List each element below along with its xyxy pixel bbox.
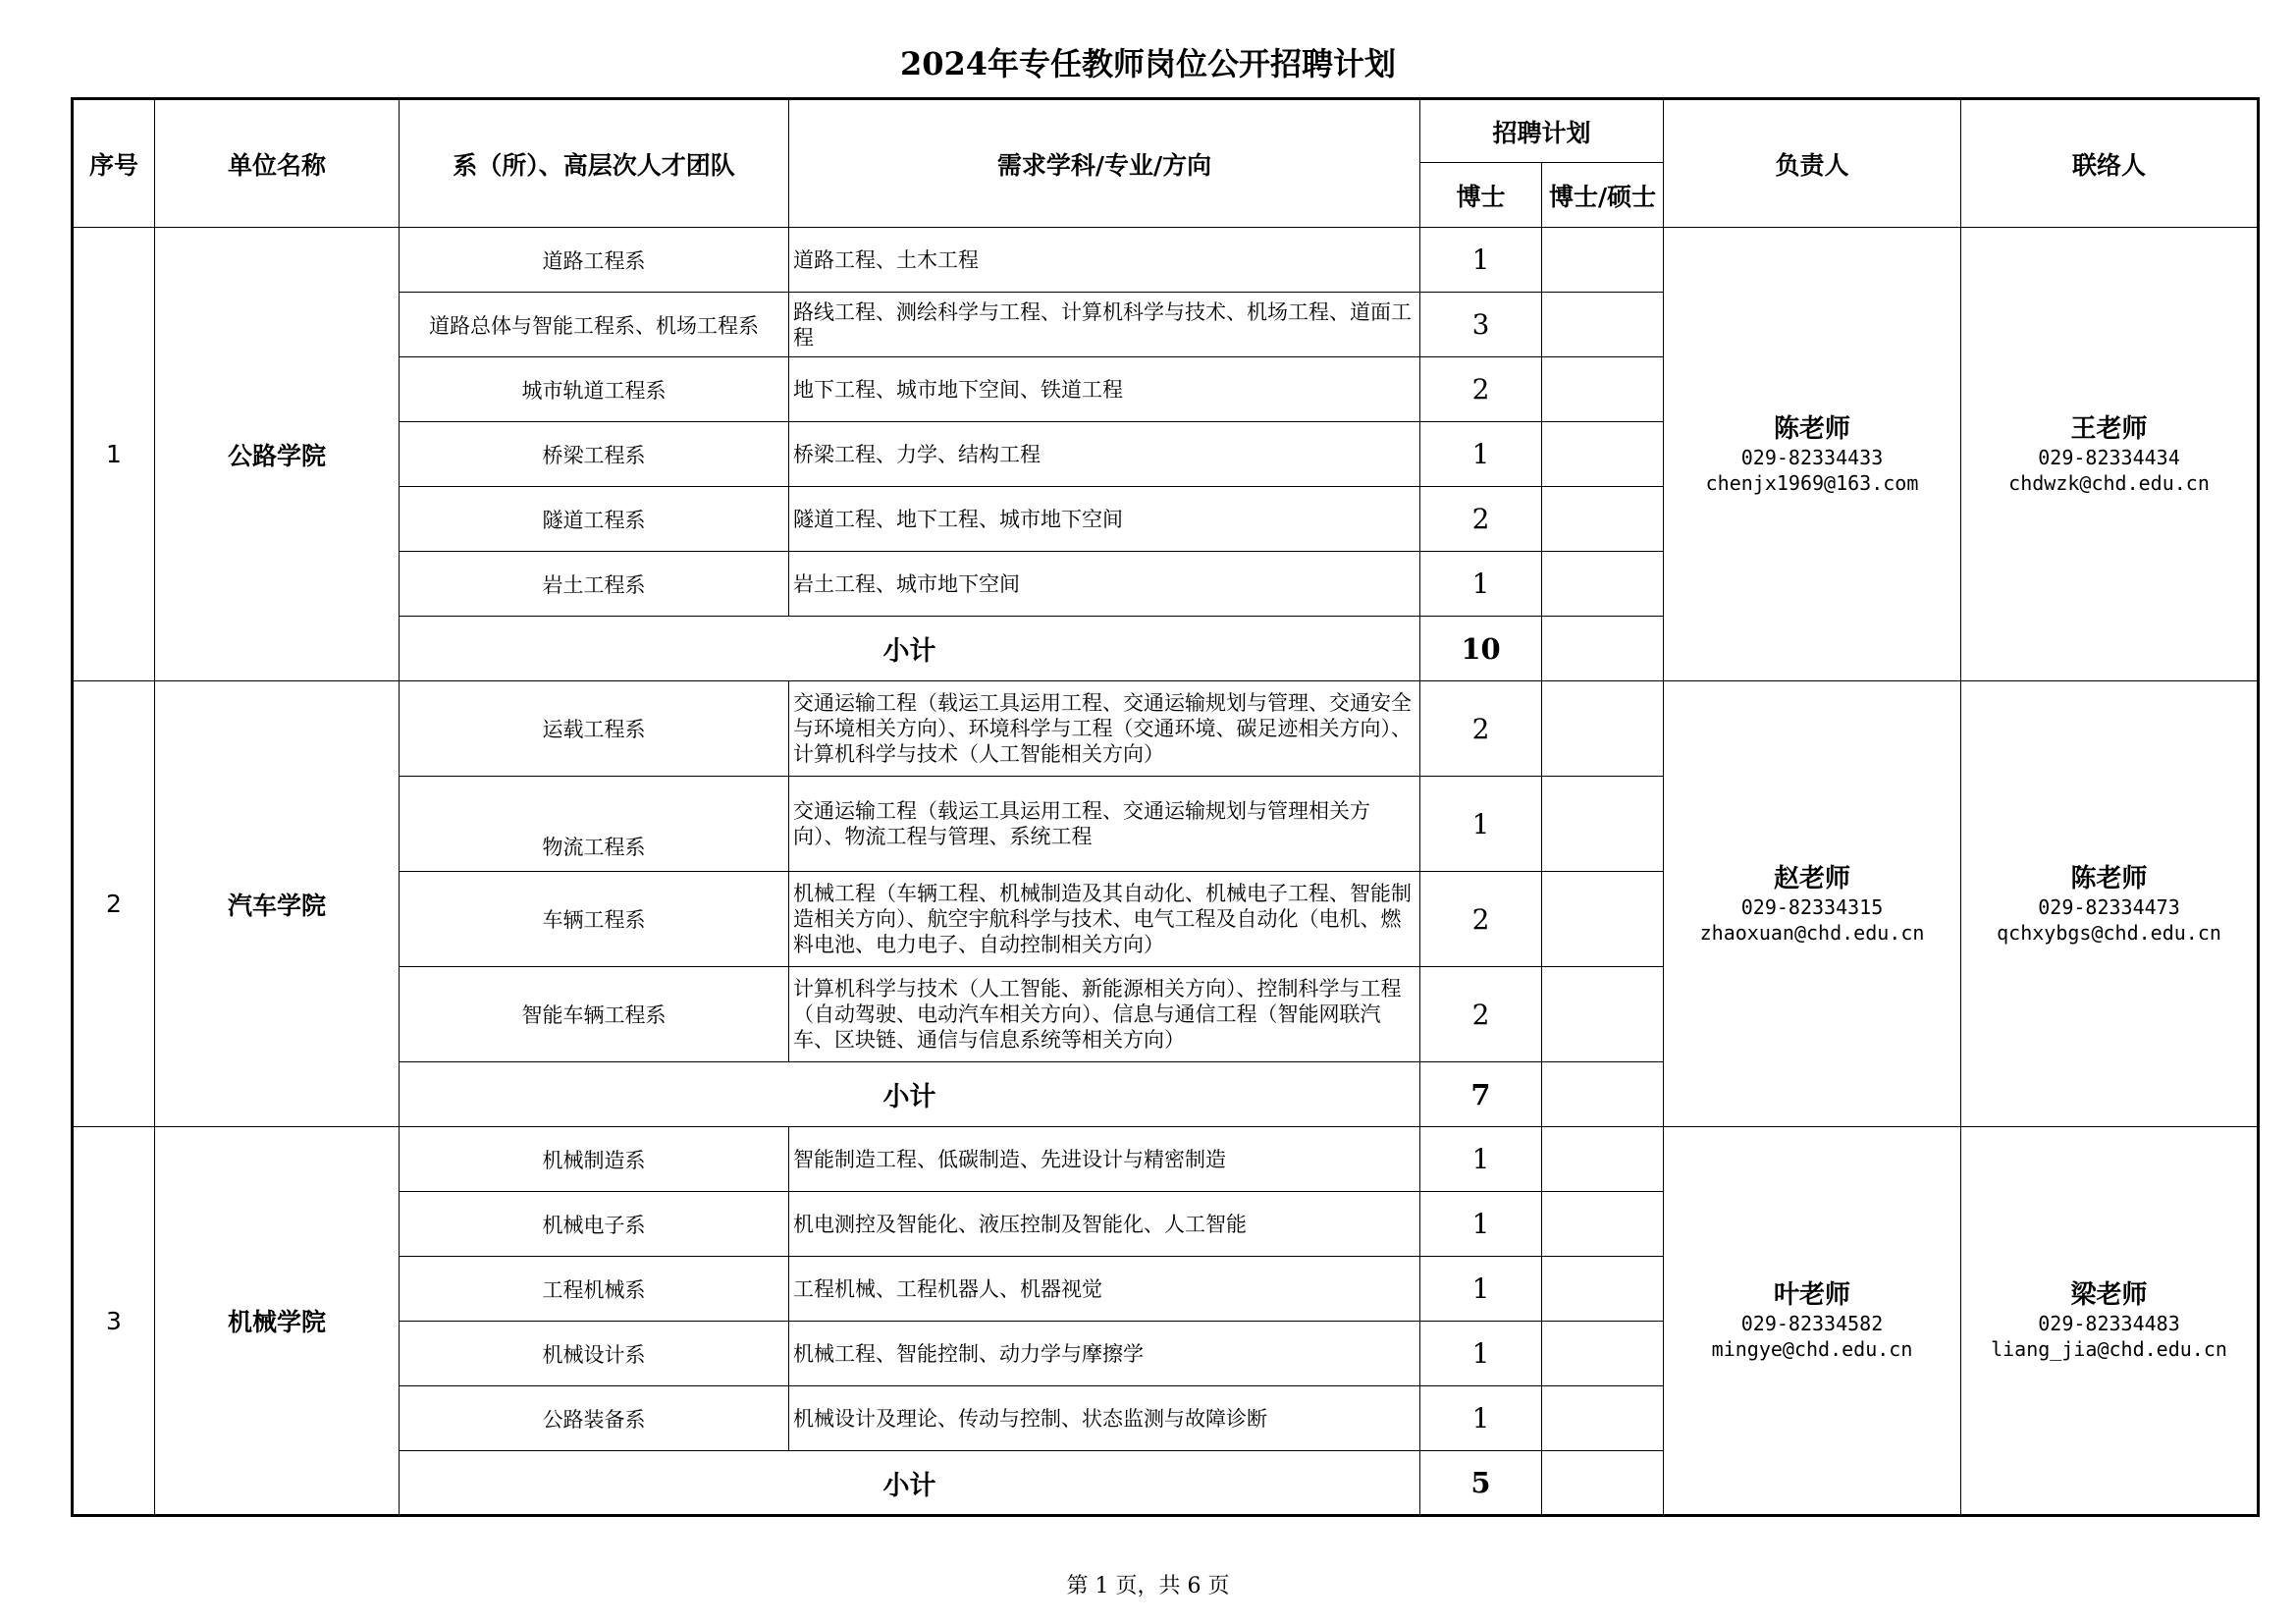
major-cell: 交通运输工程（载运工具运用工程、交通运输规划与管理、交通安全与环境相关方向）、环境科学与工程（交通环境、碳足迹相关方向）、计算机科学与技术（人工智能相关方向） bbox=[789, 681, 1420, 777]
leader-cell bbox=[1664, 681, 1961, 1127]
major-cell: 交通运输工程（载运工具运用工程、交通运输规划与管理相关方向）、物流工程与管理、系统工程 bbox=[789, 777, 1420, 872]
contact-email: chdwzk@chd.edu.cn bbox=[2008, 470, 2210, 495]
major-cell: 计算机科学与技术（人工智能、新能源相关方向）、控制科学与工程（自动驾驶、电动汽车相关方向）、信息与通信工程（智能网联汽车、区块链、通信与信息系统等相关方向） bbox=[789, 967, 1420, 1062]
phd-master-count bbox=[1542, 357, 1664, 422]
dept-cell: 车辆工程系 bbox=[400, 872, 789, 967]
table-row bbox=[73, 1127, 2259, 1192]
unit-name: 公路学院 bbox=[155, 228, 400, 681]
subtotal-phd: 7 bbox=[1420, 1062, 1542, 1127]
page-title: 2024年专任教师岗位公开招聘计划 bbox=[899, 45, 1397, 82]
leader-phone: 029-82334582 bbox=[1740, 1312, 1884, 1335]
phd-count: 2 bbox=[1420, 681, 1542, 777]
major-cell: 路线工程、测绘科学与工程、计算机科学与技术、机场工程、道面工程 bbox=[789, 293, 1420, 357]
contact-cell bbox=[1961, 1127, 2259, 1516]
contact-name: 王老师 bbox=[2070, 413, 2148, 444]
phd-master-count bbox=[1542, 293, 1664, 357]
table-row bbox=[73, 681, 2259, 777]
major-cell: 地下工程、城市地下空间、铁道工程 bbox=[789, 357, 1420, 422]
dept-cell: 公路装备系 bbox=[400, 1386, 789, 1451]
phd-count: 1 bbox=[1420, 552, 1542, 617]
leader-name: 赵老师 bbox=[1774, 863, 1851, 893]
phd-count: 1 bbox=[1420, 422, 1542, 487]
phd-master-count bbox=[1542, 1192, 1664, 1257]
leader-cell bbox=[1664, 1127, 1961, 1516]
phd-master-count bbox=[1542, 1257, 1664, 1322]
major-cell: 机械工程、智能控制、动力学与摩擦学 bbox=[789, 1322, 1420, 1386]
unit-seq: 3 bbox=[73, 1127, 155, 1516]
header-phd-master: 博士/硕士 bbox=[1542, 163, 1664, 228]
contact-email: qchxybgs@chd.edu.cn bbox=[1997, 920, 2221, 945]
leader-phone: 029-82334433 bbox=[1740, 445, 1884, 469]
header-seq: 序号 bbox=[73, 99, 155, 228]
unit-name: 汽车学院 bbox=[155, 681, 400, 1127]
header-plan: 招聘计划 bbox=[1420, 99, 1664, 163]
dept-cell: 道路工程系 bbox=[400, 228, 789, 293]
phd-master-count bbox=[1542, 552, 1664, 617]
phd-master-count bbox=[1542, 228, 1664, 293]
contact-phone: 029-82334434 bbox=[2038, 445, 2180, 469]
unit-seq: 1 bbox=[73, 228, 155, 681]
phd-count: 1 bbox=[1420, 777, 1542, 872]
phd-count: 2 bbox=[1420, 357, 1542, 422]
phd-count: 1 bbox=[1420, 1192, 1542, 1257]
phd-master-count bbox=[1542, 1322, 1664, 1386]
phd-master-count bbox=[1542, 487, 1664, 552]
phd-master-count bbox=[1542, 967, 1664, 1062]
page-footer: 第 1 页，共 6 页 bbox=[1066, 1574, 1230, 1598]
phd-count: 1 bbox=[1420, 1386, 1542, 1451]
table-row bbox=[73, 228, 2259, 293]
header-contact: 联络人 bbox=[1961, 99, 2259, 228]
phd-count: 1 bbox=[1420, 228, 1542, 293]
dept-cell: 隧道工程系 bbox=[400, 487, 789, 552]
subtotal-label: 小计 bbox=[400, 1062, 1420, 1127]
phd-count: 3 bbox=[1420, 293, 1542, 357]
dept-cell: 城市轨道工程系 bbox=[400, 357, 789, 422]
contact-phone: 029-82334483 bbox=[2038, 1312, 2180, 1335]
leader-email: mingye@chd.edu.cn bbox=[1711, 1337, 1913, 1361]
contact-email: liang_jia@chd.edu.cn bbox=[1991, 1337, 2227, 1361]
header-phd: 博士 bbox=[1420, 163, 1542, 228]
phd-count: 2 bbox=[1420, 872, 1542, 967]
leader-name: 叶老师 bbox=[1774, 1280, 1851, 1310]
phd-master-count bbox=[1542, 777, 1664, 872]
major-cell: 岩土工程、城市地下空间 bbox=[789, 552, 1420, 617]
dept-cell: 岩土工程系 bbox=[400, 552, 789, 617]
subtotal-label: 小计 bbox=[400, 617, 1420, 681]
phd-count: 1 bbox=[1420, 1257, 1542, 1322]
major-cell: 桥梁工程、力学、结构工程 bbox=[789, 422, 1420, 487]
header-unit: 单位名称 bbox=[155, 99, 400, 228]
header-dept: 系（所）、高层次人才团队 bbox=[400, 99, 789, 228]
dept-cell: 工程机械系 bbox=[400, 1257, 789, 1322]
dept-cell: 机械制造系 bbox=[400, 1127, 789, 1192]
major-cell: 隧道工程、地下工程、城市地下空间 bbox=[789, 487, 1420, 552]
major-cell: 智能制造工程、低碳制造、先进设计与精密制造 bbox=[789, 1127, 1420, 1192]
header-leader: 负责人 bbox=[1664, 99, 1961, 228]
dept-cell: 物流工程系 bbox=[400, 777, 789, 872]
phd-count: 1 bbox=[1420, 1127, 1542, 1192]
subtotal-phd-master bbox=[1542, 1451, 1664, 1516]
header-major: 需求学科/专业/方向 bbox=[789, 99, 1420, 228]
subtotal-label: 小计 bbox=[400, 1451, 1420, 1516]
phd-count: 2 bbox=[1420, 487, 1542, 552]
dept-cell: 机械电子系 bbox=[400, 1192, 789, 1257]
leader-email: zhaoxuan@chd.edu.cn bbox=[1699, 920, 1925, 945]
dept-cell: 道路总体与智能工程系、机场工程系 bbox=[400, 293, 789, 357]
contact-phone: 029-82334473 bbox=[2038, 894, 2180, 919]
phd-count: 2 bbox=[1420, 967, 1542, 1062]
phd-count: 1 bbox=[1420, 1322, 1542, 1386]
dept-cell: 运载工程系 bbox=[400, 681, 789, 777]
major-cell: 道路工程、土木工程 bbox=[789, 228, 1420, 293]
major-cell: 机电测控及智能化、液压控制及智能化、人工智能 bbox=[789, 1192, 1420, 1257]
leader-cell bbox=[1664, 228, 1961, 681]
leader-name: 陈老师 bbox=[1774, 413, 1851, 444]
contact-name: 梁老师 bbox=[2070, 1280, 2148, 1310]
phd-master-count bbox=[1542, 422, 1664, 487]
leader-phone: 029-82334315 bbox=[1740, 894, 1884, 919]
unit-name: 机械学院 bbox=[155, 1127, 400, 1516]
subtotal-phd-master bbox=[1542, 617, 1664, 681]
dept-cell: 智能车辆工程系 bbox=[400, 967, 789, 1062]
unit-seq: 2 bbox=[73, 681, 155, 1127]
subtotal-phd: 5 bbox=[1420, 1451, 1542, 1516]
phd-master-count bbox=[1542, 681, 1664, 777]
dept-cell: 机械设计系 bbox=[400, 1322, 789, 1386]
recruitment-table bbox=[71, 97, 2260, 1517]
subtotal-phd-master bbox=[1542, 1062, 1664, 1127]
contact-cell bbox=[1961, 228, 2259, 681]
phd-master-count bbox=[1542, 872, 1664, 967]
contact-cell bbox=[1961, 681, 2259, 1127]
major-cell: 机械工程（车辆工程、机械制造及其自动化、机械电子工程、智能制造相关方向）、航空宇航科学与技术、电气工程及自动化（电机、燃料电池、电力电子、自动控制相关方向） bbox=[789, 872, 1420, 967]
major-cell: 机械设计及理论、传动与控制、状态监测与故障诊断 bbox=[789, 1386, 1420, 1451]
dept-cell: 桥梁工程系 bbox=[400, 422, 789, 487]
subtotal-phd: 10 bbox=[1420, 617, 1542, 681]
contact-name: 陈老师 bbox=[2070, 863, 2148, 893]
leader-email: chenjx1969@163.com bbox=[1705, 470, 1919, 495]
major-cell: 工程机械、工程机器人、机器视觉 bbox=[789, 1257, 1420, 1322]
phd-master-count bbox=[1542, 1386, 1664, 1451]
phd-master-count bbox=[1542, 1127, 1664, 1192]
